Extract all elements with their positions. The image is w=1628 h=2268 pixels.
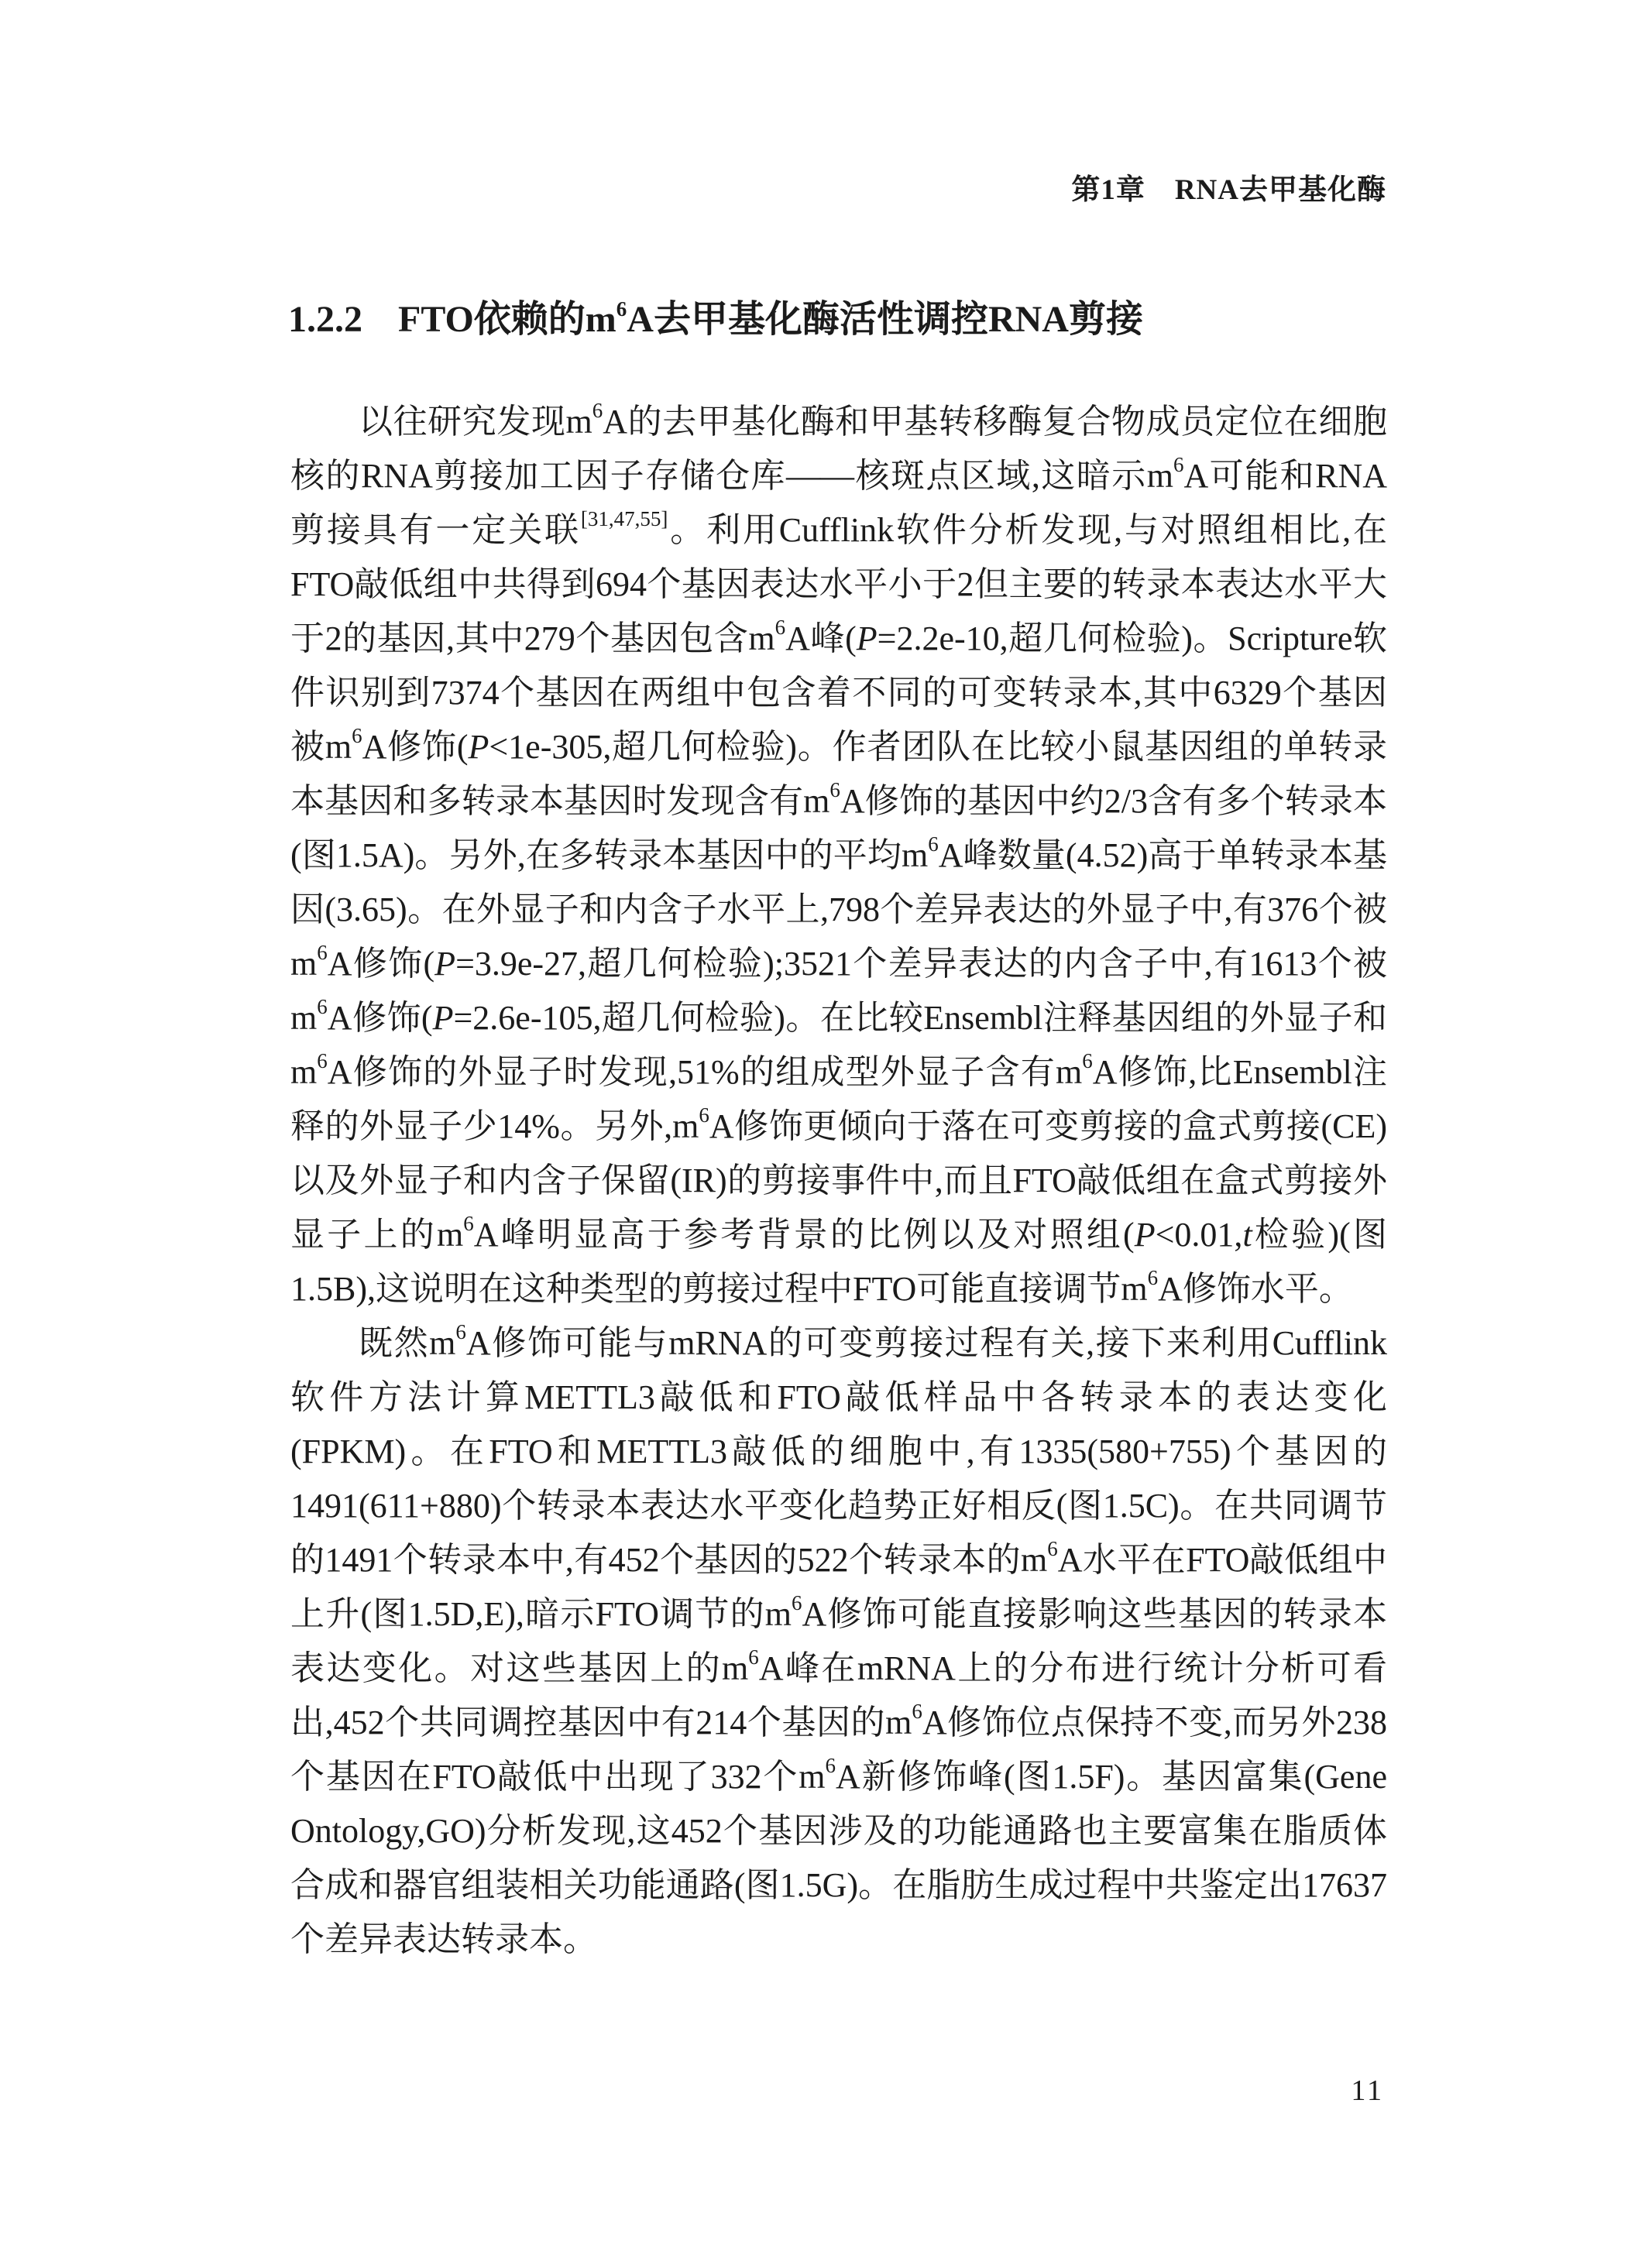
running-header: 第1章 RNA去甲基化酶 [1071,174,1386,206]
superscript-text: 6 [699,1103,709,1127]
page-number: 11 [1351,2074,1384,2107]
superscript-text: 6 [592,399,603,422]
superscript-text: 6 [1047,1537,1058,1560]
superscript-text: 6 [928,832,939,856]
text-run: A去甲基化酶活性调控RNA剪接 [627,299,1143,340]
text-run: 检验)(图1.5B),这说明在这种类型的剪接过程中FTO可能直接调节m [290,1216,1387,1308]
text-run: <0.01, [1155,1216,1243,1254]
section-number: 1.2.2 [288,299,362,340]
paragraph [290,395,1387,1316]
text-run: A水平在FTO敲低组中上升(图1.5D,E),暗示FTO调节的m [290,1541,1387,1633]
text-run: FTO依赖的m [398,299,617,340]
superscript-text: 6 [912,1700,922,1723]
superscript-text: 6 [317,941,328,964]
text-run: =3.9e-27,超几何检验);3521个差异表达的内含子中,有1613个被m [290,945,1387,1037]
text-run: A可能和RNA剪接具有一定关联 [290,457,1387,549]
text-run: A修饰( [327,945,435,983]
text-run: A修饰可能直接影响这些基因的转录本表达变化。对这些基因上的m [290,1595,1387,1687]
section-heading [288,297,1143,342]
superscript-text: 6 [317,995,328,1018]
superscript-text: 6 [825,1754,836,1777]
italic-text: P [468,728,489,766]
text-run: A修饰的外显子时发现,51%的组成型外显子含有m [327,1053,1083,1091]
text-run: A峰数量(4.52)高于单转录本基因(3.65)。在外显子和内含子水平上,798个差异表达的外显子中,有376个被m [290,836,1387,983]
paragraph [290,1316,1387,1967]
italic-text: P [432,999,454,1037]
text-run: 以往研究发现m [359,403,592,441]
superscript-text: [31,47,55] [580,507,668,530]
superscript-text: 6 [748,1645,759,1669]
superscript-text: 6 [616,297,627,321]
text-run: A修饰水平。 [1158,1270,1353,1308]
superscript-text: 6 [1173,453,1184,476]
superscript-text: 6 [829,778,840,801]
section-title [398,299,1143,340]
italic-text: t [1242,1216,1252,1254]
text-run: 既然m [359,1324,456,1362]
superscript-text: 6 [775,616,786,639]
text-run: A修饰( [327,999,433,1037]
text-run: A修饰位点保持不变,而另外238个基因在FTO敲低中出现了332个m [290,1704,1387,1796]
text-run: A峰明显高于参考背景的比例以及对照组( [473,1216,1135,1254]
superscript-text: 6 [1147,1266,1159,1289]
text-run: A修饰可能与mRNA的可变剪接过程有关,接下来利用Cufflink软件方法计算METTL3敲低和FTO敲低样品中各转录本的表达变化(FPKM)。在FTO和METTL3敲低的细胞中,有1335(580+755)个基因的1491(611+880)个转录本表达水平变化趋势正好相反(图1.5C)。在共同调节的1491个转录本中,有452个基因的522个转录本的m [290,1324,1387,1579]
text-run: A新修饰峰(图1.5F)。基因富集(Gene Ontology,GO)分析发现,这452个基因涉及的功能通路也主要富集在脂质体合成和器官组装相关功能通路(图1.5G)。在脂肪生成过程中共鉴定出17637个差异表达转录本。 [290,1758,1387,1958]
italic-text: P [856,619,878,657]
text-run: A峰( [785,619,857,657]
text-run: A的去甲基化酶和甲基转移酶复合物成员定位在细胞核的RNA剪接加工因子存储仓库——核斑点区域,这暗示m [290,403,1387,495]
superscript-text: 6 [352,724,362,747]
text-run: A修饰更倾向于落在可变剪接的盒式剪接(CE)以及外显子和内含子保留(IR)的剪接事件中,而且FTO敲低组在盒式剪接外显子上的m [290,1107,1387,1254]
superscript-text: 6 [455,1320,466,1343]
text-run: A修饰( [362,728,469,766]
text-run: A修饰,比Ensembl注释的外显子少14%。另外,m [290,1053,1387,1145]
text-run: =2.2e-10,超几何检验)。Scripture软件识别到7374个基因在两组中包含着不同的可变转录本,其中6329个基因被m [290,619,1387,766]
text-run: 。利用Cufflink软件分析发现,与对照组相比,在FTO敲低组中共得到694个基因表达水平小于2但主要的转录本表达水平大于2的基因,其中279个基因包含m [290,511,1387,657]
body-text [290,395,1387,2033]
superscript-text: 6 [792,1591,802,1614]
superscript-text: 6 [463,1212,474,1235]
superscript-text: 6 [1082,1049,1093,1072]
text-run: A修饰的基因中约2/3含有多个转录本(图1.5A)。另外,在多转录本基因中的平均m [290,782,1387,874]
text-run: <1e-305,超几何检验)。作者团队在比较小鼠基因组的单转录本基因和多转录本基因时发现含有m [290,728,1387,820]
superscript-text: 6 [317,1049,328,1072]
italic-text: P [434,945,456,983]
text-run: A峰在mRNA上的分布进行统计分析可看出,452个共同调控基因中有214个基因的m [290,1649,1387,1741]
italic-text: P [1134,1216,1156,1254]
text-run: =2.6e-105,超几何检验)。在比较Ensembl注释基因组的外显子和m [290,999,1387,1091]
